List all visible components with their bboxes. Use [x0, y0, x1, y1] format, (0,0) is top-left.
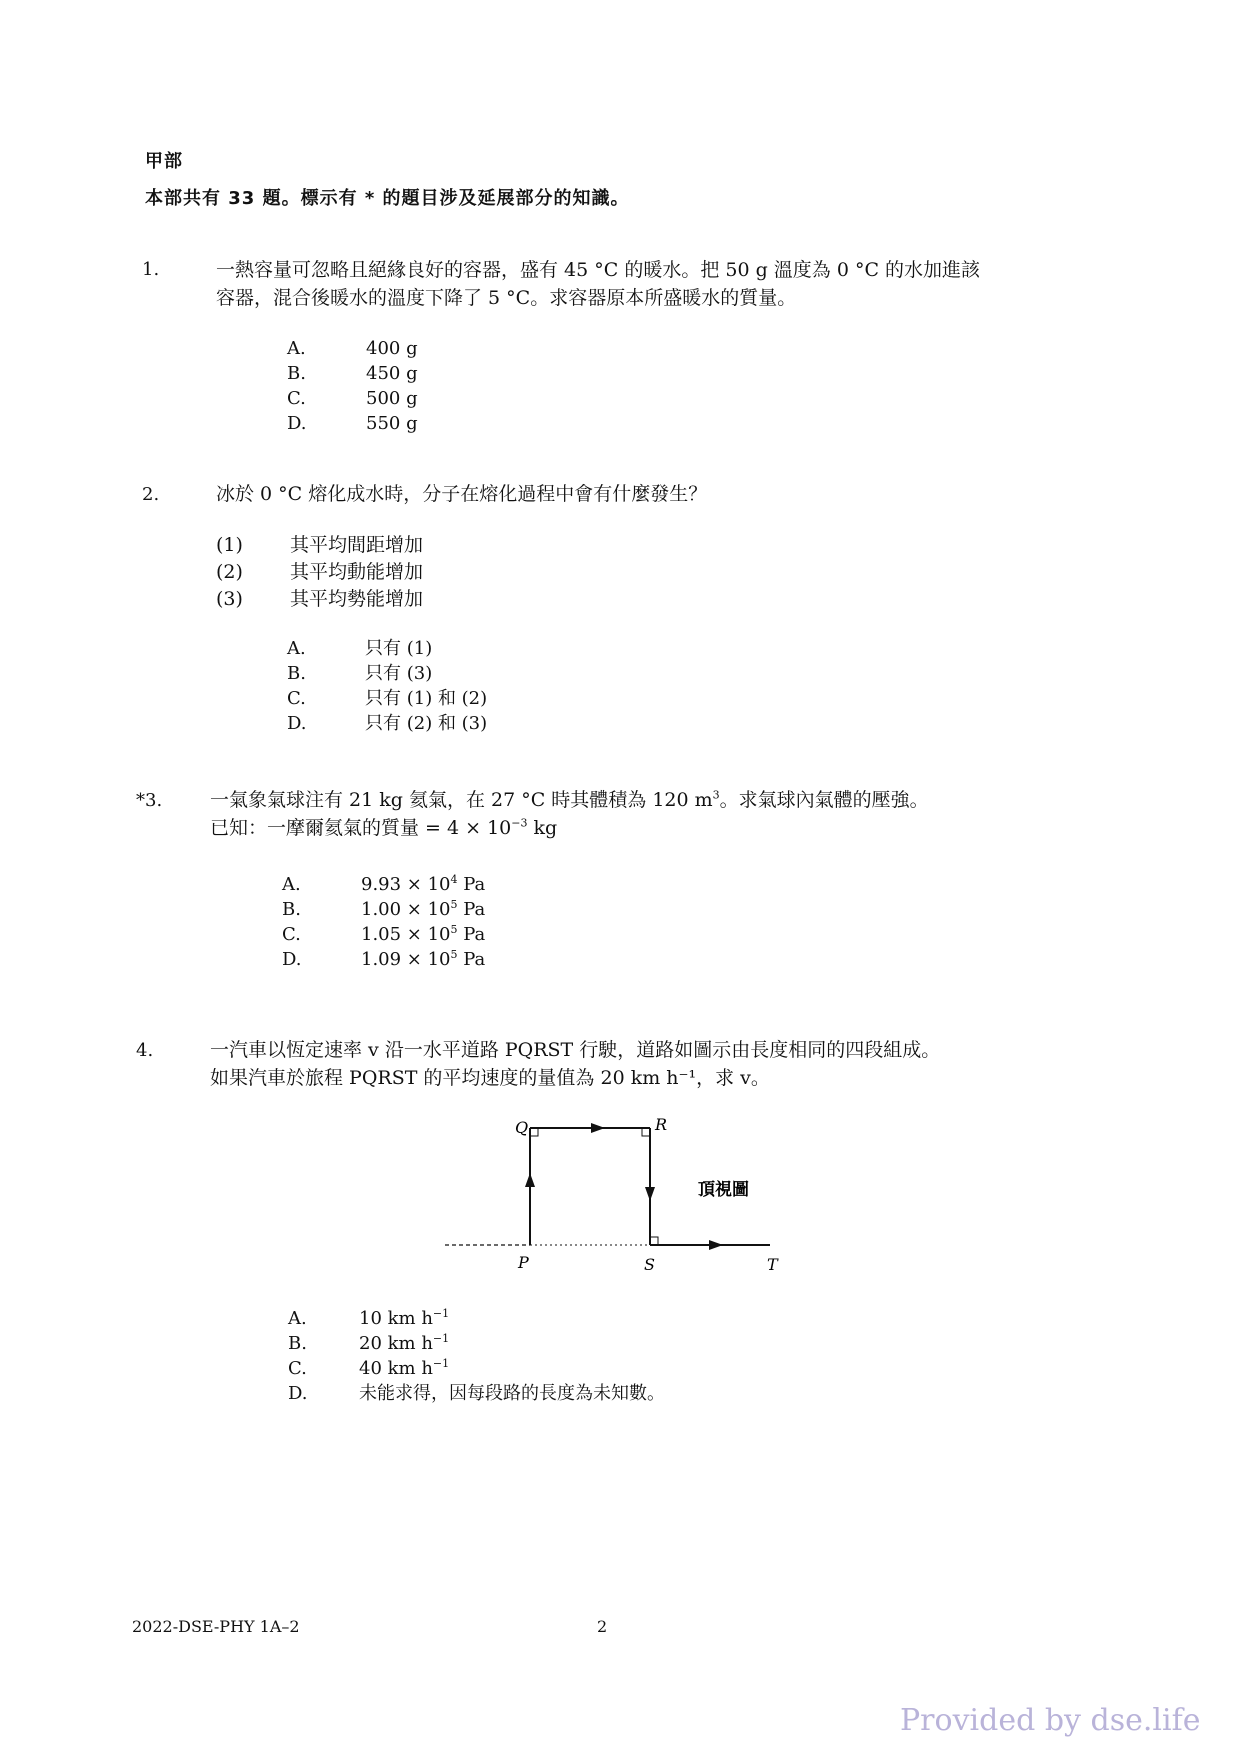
option-a[interactable]: A. 400 g [287, 338, 418, 359]
option-d[interactable]: D. 只有 (2) 和 (3) [287, 713, 488, 734]
question-2-statements [216, 531, 616, 612]
option-d[interactable]: D. 未能求得，因每段路的長度為未知數。 [288, 1383, 665, 1404]
arrow-right-icon [591, 1123, 605, 1133]
option-b[interactable]: B. 450 g [287, 363, 418, 384]
right-angle-mark [650, 1237, 658, 1245]
arrow-right-icon [709, 1240, 723, 1250]
label-s: S [644, 1255, 655, 1274]
question-4-number: 4. [136, 1040, 154, 1061]
option-d[interactable]: D. 550 g [287, 413, 418, 434]
statement-1: (1) 其平均間距增加 [216, 534, 424, 556]
question-1-number: 1. [142, 259, 160, 280]
question-4-line: 一汽車以恆定速率 v 沿一水平道路 PQRST 行駛，道路如圖示由長度相同的四段組成。 [210, 1039, 941, 1061]
question-1-text [216, 256, 1096, 312]
footer-page-number: 2 [597, 1617, 608, 1636]
option-c[interactable]: C. 500 g [287, 388, 418, 409]
question-4-line: 如果汽車於旅程 PQRST 的平均速度的量值為 20 km h⁻¹，求 v。 [210, 1067, 770, 1089]
question-4-options [288, 1306, 888, 1410]
question-3-line: 已知：一摩爾氦氣的質量 = $4 \times 10^{-3}$ kg [210, 816, 558, 839]
question-3-line: 一氣象氣球注有 21 kg 氦氣，在 27 °C 時其體積為 120 $m^3$。求氣球內氣體的壓強。 [210, 788, 929, 811]
arrow-down-icon [645, 1187, 655, 1201]
option-c[interactable]: C. 40 km $h^{-1}$ [288, 1357, 450, 1379]
question-2-text: 冰於 0 °C 熔化成水時，分子在熔化過程中會有什麼發生？ [216, 483, 708, 505]
option-a[interactable]: A. $9.93 \times 10^4$ Pa [282, 873, 486, 895]
option-a[interactable]: A. 10 km $h^{-1}$ [288, 1307, 450, 1329]
statement-3: (3) 其平均勢能增加 [216, 588, 424, 610]
label-q: Q [515, 1118, 529, 1137]
section-instruction: 本部共有 33 題。標示有 * 的題目涉及延展部分的知識。 [145, 188, 630, 209]
watermark-text: Provided by dse.life [900, 1703, 1201, 1738]
footer-paper-code: 2022-DSE-PHY 1A–2 [132, 1617, 300, 1636]
label-p: P [518, 1253, 529, 1272]
question-1-line: 容器，混合後暖水的溫度下降了 5 °C。求容器原本所盛暖水的質量。 [216, 287, 797, 309]
question-3-text [210, 786, 1110, 842]
statement-2: (2) 其平均動能增加 [216, 561, 424, 583]
question-3-options [282, 872, 682, 976]
question-1-options [287, 336, 587, 440]
right-angle-mark [530, 1128, 538, 1136]
label-r: R [655, 1115, 668, 1134]
question-3-number: *3. [136, 790, 163, 811]
question-4-text [210, 1036, 1110, 1092]
option-c[interactable]: C. 只有 (1) 和 (2) [287, 688, 488, 709]
option-c[interactable]: C. $1.05 \times 10^5$ Pa [282, 923, 486, 945]
right-angle-mark [642, 1128, 650, 1136]
option-a[interactable]: A. 只有 (1) [287, 638, 433, 659]
question-2-number: 2. [142, 484, 160, 505]
question-1-line: 一熱容量可忽略且絕緣良好的容器，盛有 45 °C 的暖水。把 50 g 溫度為 0 °C 的水加進該 [216, 259, 981, 281]
question-2-options [287, 636, 687, 740]
section-title: 甲部 [145, 151, 183, 172]
arrow-up-icon [525, 1173, 535, 1187]
diagram-caption: 頂視圖 [698, 1180, 749, 1200]
option-b[interactable]: B. $1.00 \times 10^5$ Pa [282, 898, 486, 920]
road-diagram [430, 1108, 800, 1278]
option-b[interactable]: B. 20 km $h^{-1}$ [288, 1332, 450, 1354]
option-d[interactable]: D. $1.09 \times 10^5$ Pa [282, 948, 486, 970]
option-b[interactable]: B. 只有 (3) [287, 663, 433, 684]
label-t: T [767, 1255, 778, 1274]
